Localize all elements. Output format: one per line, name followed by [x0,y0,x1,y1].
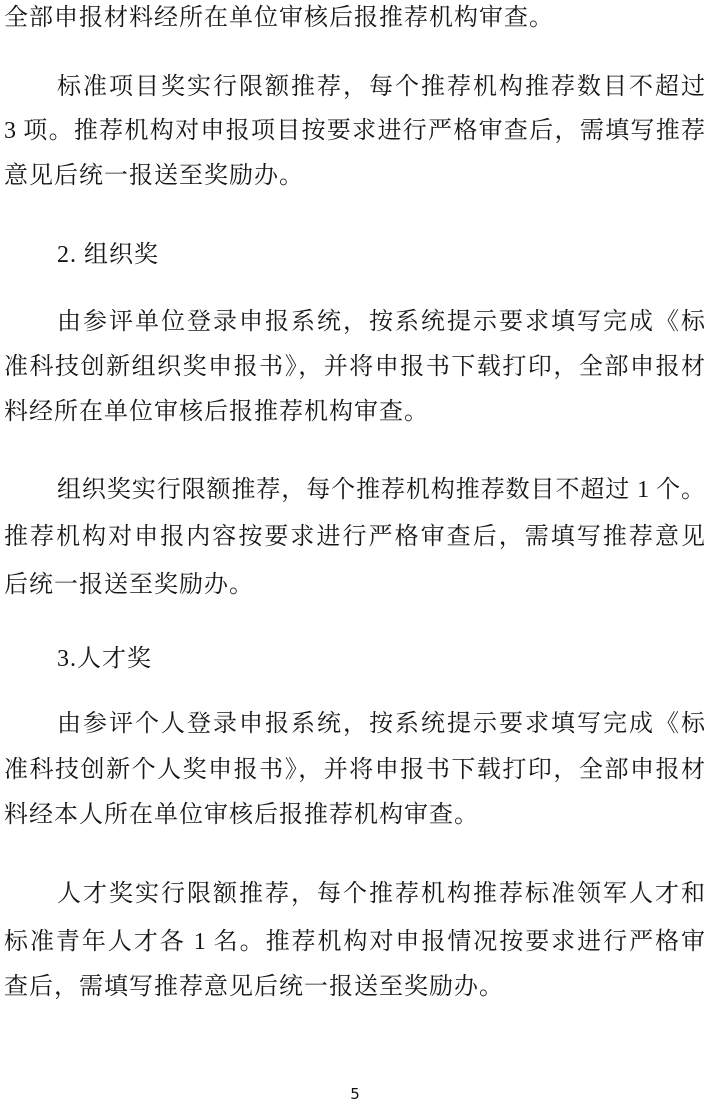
paragraph-line: 料经本人所在单位审核后报推荐机构审查。 [4,802,479,828]
paragraph-line: 后统一报送至奖励办。 [4,572,254,598]
paragraph-line: 人才奖实行限额推荐，每个推荐机构推荐标准领军人才和 [57,881,705,907]
paragraph-line: 意见后统一报送至奖励办。 [4,163,304,189]
paragraph-line: 查后，需填写推荐意见后统一报送至奖励办。 [4,974,504,1000]
paragraph-line: 全部申报材料经所在单位审核后报推荐机构审查。 [4,5,554,31]
paragraph-line: 准科技创新组织奖申报书》，并将申报书下载打印，全部申报材 [4,354,705,380]
paragraph-line: 推荐机构对申报内容按要求进行严格审查后，需填写推荐意见 [4,524,705,550]
paragraph-line: 准科技创新个人奖申报书》，并将申报书下载打印，全部申报材 [4,757,705,783]
paragraph-line: 由参评单位登录申报系统，按系统提示要求填写完成《标 [57,309,705,335]
paragraph-line: 料经所在单位审核后报推荐机构审查。 [4,399,429,425]
paragraph-line: 由参评个人登录申报系统，按系统提示要求填写完成《标 [57,711,705,737]
paragraph-line: 3 项。推荐机构对申报项目按要求进行严格审查后，需填写推荐 [4,118,705,144]
paragraph-line: 标准项目奖实行限额推荐，每个推荐机构推荐数目不超过 [57,74,705,100]
paragraph-line: 组织奖实行限额推荐，每个推荐机构推荐数目不超过 1 个。 [57,477,705,503]
section-heading: 3.人才奖 [57,646,152,672]
page-number: 5 [350,1085,360,1103]
section-heading: 2. 组织奖 [57,242,159,268]
paragraph-line: 标准青年人才各 1 名。推荐机构对申报情况按要求进行严格审 [4,929,705,955]
